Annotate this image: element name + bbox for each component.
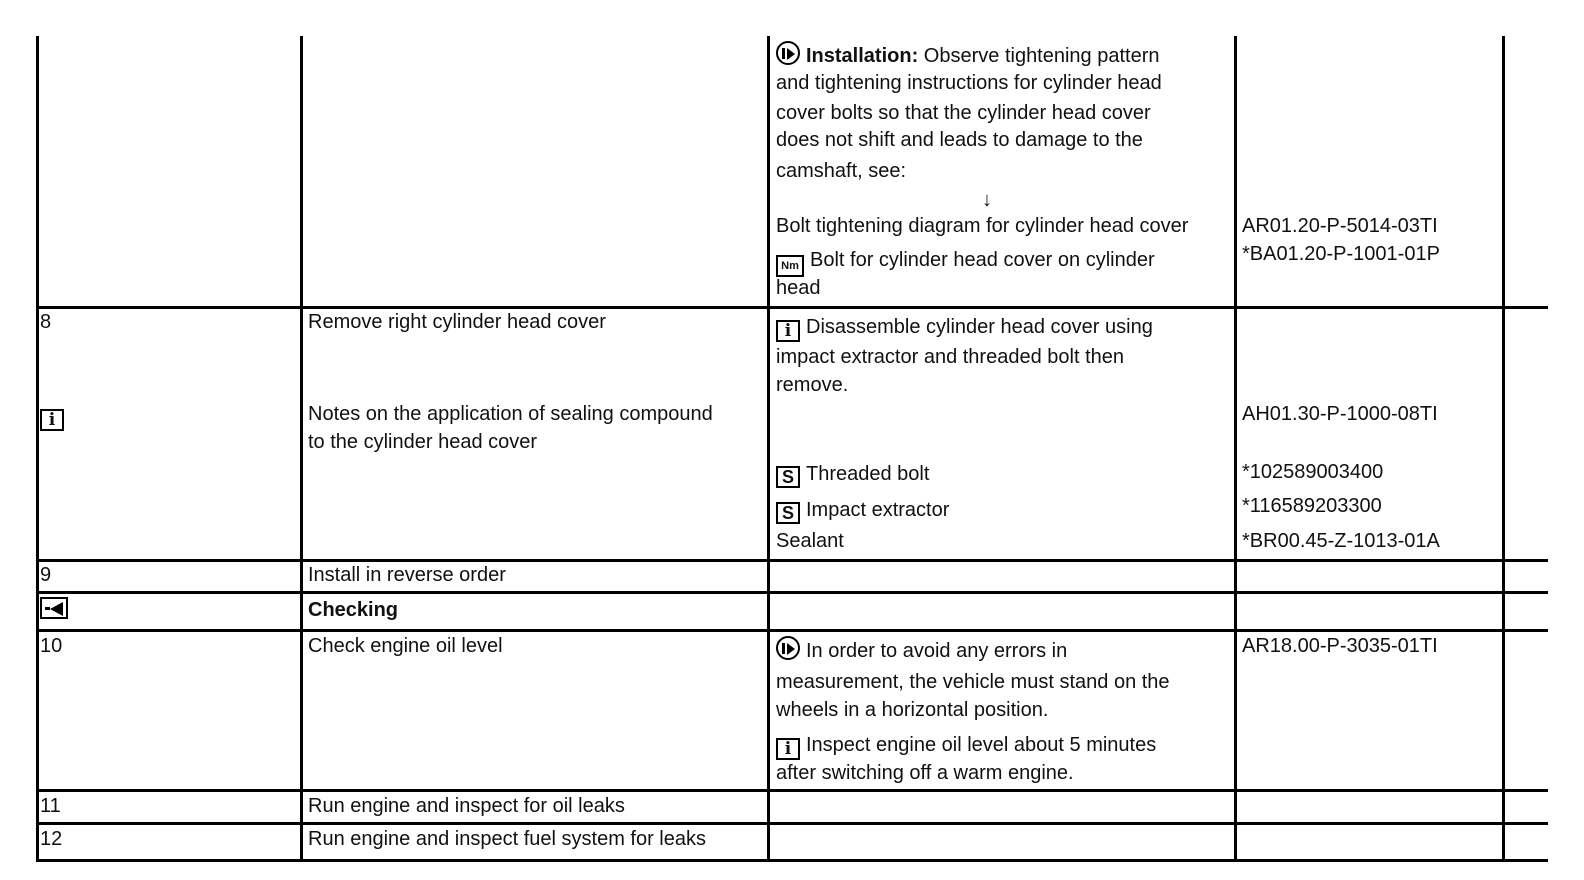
sealant-label: Sealant bbox=[776, 530, 844, 552]
step-number: 12 bbox=[40, 828, 63, 850]
reference-code[interactable]: *BR00.45-Z-1013-01A bbox=[1242, 530, 1440, 552]
torque-icon: Nm bbox=[776, 255, 804, 277]
warning-text: wheels in a horizontal position. bbox=[776, 699, 1049, 721]
torque-text: Bolt for cylinder head cover on cylinder bbox=[810, 249, 1155, 271]
step-number: 11 bbox=[40, 795, 61, 817]
reference-code[interactable]: *BA01.20-P-1001-01P bbox=[1242, 243, 1440, 265]
checking-icon bbox=[40, 597, 68, 619]
installation-text: and tightening instructions for cylinder head bbox=[776, 72, 1162, 94]
info-note bbox=[776, 313, 1153, 342]
installation-text: cover bolts so that the cylinder head cover bbox=[776, 102, 1151, 124]
tool-name: Impact extractor bbox=[806, 499, 950, 521]
info-text: impact extractor and threaded bolt then bbox=[776, 346, 1124, 368]
step-action: Run engine and inspect for oil leaks bbox=[308, 795, 625, 817]
step-number: 10 bbox=[40, 635, 63, 657]
table-border-bottom bbox=[38, 859, 1548, 862]
special-tool-icon: S bbox=[776, 502, 800, 524]
installation-note bbox=[776, 41, 1160, 70]
column-divider bbox=[1234, 36, 1237, 862]
installation-text: camshaft, see: bbox=[776, 160, 907, 182]
row-divider bbox=[38, 822, 1548, 825]
step-number: 9 bbox=[40, 564, 52, 586]
warning-note bbox=[776, 636, 1067, 665]
step-action: Run engine and inspect fuel system for leaks bbox=[308, 828, 706, 850]
reference-code[interactable]: AH01.30-P-1000-08TI bbox=[1242, 403, 1438, 425]
notes-link[interactable]: Notes on the application of sealing compound bbox=[308, 403, 713, 425]
installation-text: Observe tightening pattern bbox=[923, 45, 1160, 67]
info-note bbox=[776, 731, 1156, 760]
step-number: 8 bbox=[40, 311, 52, 333]
warning-icon bbox=[776, 636, 800, 660]
reference-code[interactable]: *102589003400 bbox=[1242, 461, 1384, 483]
info-text: Inspect engine oil level about 5 minutes bbox=[806, 734, 1157, 756]
reference-code[interactable]: *116589203300 bbox=[1242, 495, 1382, 517]
torque-note bbox=[776, 246, 1155, 277]
notes-link[interactable]: to the cylinder head cover bbox=[308, 431, 538, 453]
column-divider bbox=[300, 36, 303, 862]
info-text: remove. bbox=[776, 374, 849, 396]
table-border-right bbox=[1502, 36, 1505, 862]
row-divider bbox=[38, 591, 1548, 594]
tool-name: Threaded bolt bbox=[806, 463, 930, 485]
warning-text: measurement, the vehicle must stand on the bbox=[776, 671, 1170, 693]
section-heading: Checking bbox=[308, 599, 399, 621]
tool-entry bbox=[776, 496, 949, 524]
warning-text: In order to avoid any errors in bbox=[806, 640, 1068, 662]
info-icon: i bbox=[776, 738, 800, 760]
row-divider bbox=[38, 559, 1548, 562]
info-icon: i bbox=[776, 320, 800, 342]
torque-text: head bbox=[776, 277, 821, 299]
checking-marker bbox=[40, 596, 74, 624]
step-action: Install in reverse order bbox=[308, 564, 506, 586]
warning-icon bbox=[776, 41, 800, 65]
installation-label: Installation: bbox=[806, 45, 919, 67]
info-text: Disassemble cylinder head cover using bbox=[806, 316, 1153, 338]
step-action: Check engine oil level bbox=[308, 635, 503, 657]
reference-code[interactable]: AR01.20-P-5014-03TI bbox=[1242, 215, 1438, 237]
row-divider bbox=[38, 789, 1548, 792]
installation-text: does not shift and leads to damage to the bbox=[776, 129, 1143, 151]
special-tool-icon: S bbox=[776, 466, 800, 488]
reference-code[interactable]: AR18.00-P-3035-01TI bbox=[1242, 635, 1438, 657]
column-divider bbox=[767, 36, 770, 862]
row-divider bbox=[38, 306, 1548, 309]
notes-marker bbox=[40, 402, 70, 431]
step-action: Remove right cylinder head cover bbox=[308, 311, 606, 333]
info-icon: i bbox=[40, 409, 64, 431]
diagram-link[interactable]: Bolt tightening diagram for cylinder head cover bbox=[776, 215, 1189, 237]
table-border-left bbox=[36, 36, 39, 862]
procedure-table bbox=[38, 36, 1548, 862]
tool-entry bbox=[776, 460, 929, 488]
info-text: after switching off a warm engine. bbox=[776, 762, 1074, 784]
down-arrow-icon: ↓ bbox=[982, 189, 992, 211]
